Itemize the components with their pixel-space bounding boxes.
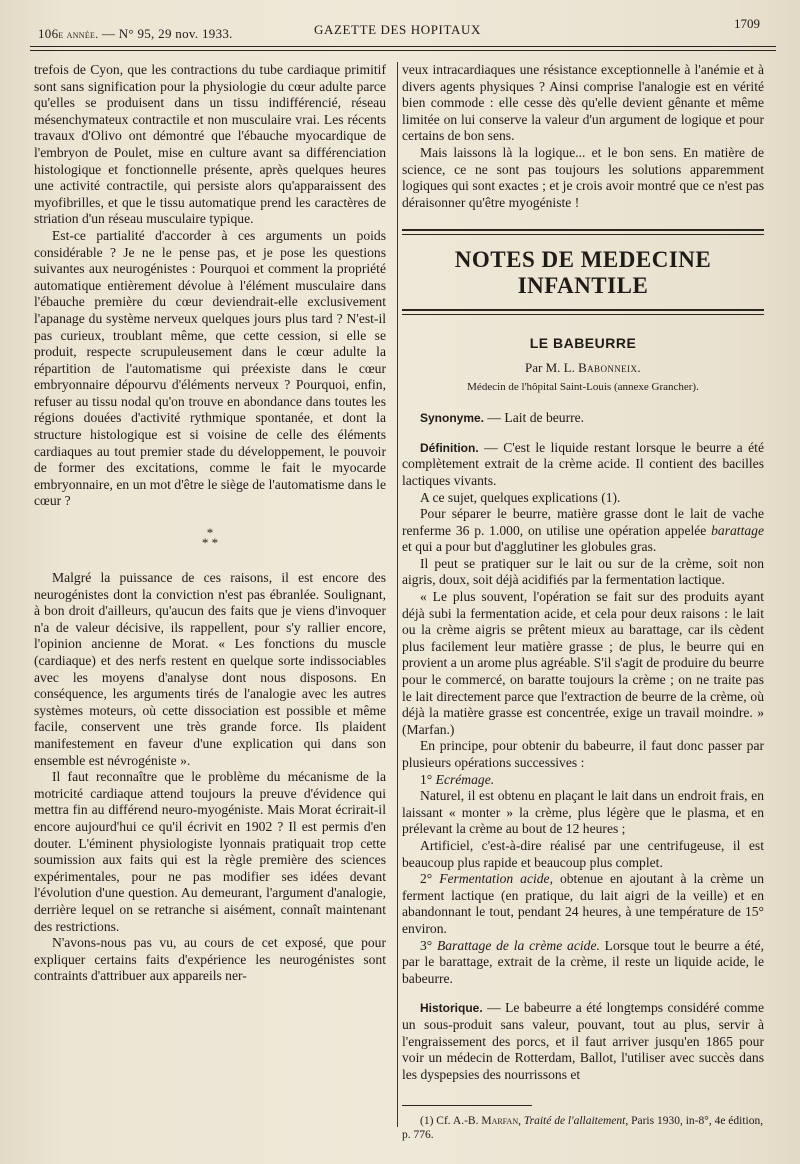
left-paragraph: N'avons-nous pas vu, au cours de cet exposé, que pour expliquer certains faits d'expérience les neurogénistes sont contraints d'attribuer aux appareils ner- <box>34 935 386 984</box>
page-header <box>38 12 778 40</box>
step-3: 3° Barattage de la crème acide. Lorsque tout le beurre a été, par le barattage, extrait de la crème, il reste un liquide acide, le babeurre. <box>402 937 764 986</box>
header-year-suffix: e année. <box>58 29 99 41</box>
footnote-rule <box>402 1105 532 1106</box>
historique-paragraph: Historique. — Le babeurre a été longtemps considéré comme un sous-produit sans valeur, pouvant, tout au plus, servir à l'engraissement des porcs, et il faut arriver jusqu'en 1865 pour voir un médecin de Rotterdam, Ballot, l'utiliser avec succès dans les dyspepsies des nourrissons et <box>402 1000 764 1082</box>
right-paragraph: Il peut se pratiquer sur le lait ou sur de la crème, soit non aigris, doux, soit déjà acidifiés par la fermentation lactique. <box>402 555 764 588</box>
section-rule-bottom <box>402 309 764 315</box>
quote-paragraph: « Le plus souvent, l'opération se fait sur des produits ayant déjà subi la fermentation acide, et cela pour deux raisons : le lait ou la crème aigris se prêtent mieux au barattage, car ils cèdent plus facilement leur matière grasse ; de plus, le beurre qui en provient a un arome plus agréable. S'il s'agit de produire du beurre pour le commercé, on baratte toujours la crème ; on ne traite pas le lait directement parce que l'extraction de beurre de la crème, où déjà la matière grasse est concentrée, exige un travail moindre. » (Marfan.) <box>402 589 764 737</box>
right-paragraph: A ce sujet, quelques explications (1). <box>420 489 621 505</box>
left-paragraph: Est-ce partialité d'accorder à ces arguments un poids considérable ? Je ne le pense pas, et je pose les questions suivantes aux neurogénistes : Pourquoi et comment la propriété automatique entièrement dévolue à l'élément musculaire dans l'ébauche première du cœur deviendrait-elle exclusivement l'apanage du système nerveux quelques jours plus tard ? N'est-il pas curieux, troublant même, que cette cession, si elle se produit, respecte scrupuleusement dans le cœur adulte la répartition de l'automatisme qui préexiste dans le cœur embryonnaire dépourvu d'éléments nerveux ? Pourquoi, enfin, refuser au tissu nodal qu'on trouve en abondance dans toutes les régions douées d'activité rythmique spontanée, et dont la structure histologique est si voisine de celle des éléments cardiaques au tout premier stade du développement, le pouvoir de former des excitations, comme le fait le myocarde embryonnaire, en un mot d'être le siège de l'automatisme dans le cœur ? <box>34 227 386 509</box>
header-issue <box>38 26 233 42</box>
header-year: 106 <box>38 26 59 41</box>
header-issue-number: — N° 95, 29 nov. 1933. <box>101 26 233 41</box>
affiliation: Médecin de l'hôpital Saint-Louis (annexe Grancher). <box>467 380 699 393</box>
footnote: (1) Cf. A.-B. Marfan, Traité de l'allaitement, Paris 1930, in-8°, 4e édition, p. 776. <box>402 1115 764 1142</box>
section-heading-block <box>402 229 764 315</box>
right-paragraph: veux intracardiaques une résistance exceptionnelle à l'anémie et à divers agents physiques ? Ainsi comprise l'analogie est en vérité bien commode : elle cesse dès qu'elle devient gênante et même limitée on lui conserve la valeur d'un argument de logique et pour certains de bon sens. <box>402 62 764 144</box>
byline: Par M. L. Babonneix. <box>524 359 641 375</box>
right-paragraph: Pour séparer le beurre, matière grasse dont le lait de vache renferme 36 p. 1.000, on utilise une opération appelée barattage et qui a pour but d'agglutiner les globules gras. <box>402 506 764 555</box>
definition-paragraph: Définition. — C'est le liquide restant lorsque le beurre a été complètement extrait de la crème acide. Il contient des bacilles lactiques vivants. <box>402 439 764 488</box>
right-paragraph: Artificiel, c'est-à-dire réalisé par une centrifugeuse, il est beaucoup plus rapide et beaucoup plus complet. <box>402 837 764 870</box>
section-separator: * * * <box>201 525 219 551</box>
left-paragraph: Il faut reconnaître que le problème du mécanisme de la motricité cardiaque attend toujours la preuve d'évidence qui mettra fin au différend neuro-myogéniste. Mais Morat écrirait-il encore aujourd'hui ce qu'il écrivit en 1902 ? Il est permis d'en douter. L'éminent physiologiste lyonnais pratiquait trop cette soumission aux faits qui est la règle première des sciences expérimentales, pour ne pas modifier ses idées devant l'évolution d'une question. Au demeurant, l'argument d'analogie, derrière lequel on se retranche si aisément, connaît maintenant des restrictions. <box>34 769 386 934</box>
right-paragraph: En principe, pour obtenir du babeurre, il faut donc passer par plusieurs opérations successives : <box>402 738 764 770</box>
column-divider <box>397 62 398 1127</box>
author-name: Babonneix. <box>578 359 641 375</box>
step-2: 2° Fermentation acide, obtenue en ajoutant à la crème un ferment lactique (en pratique, du lait aigri de la veille) et en abandonnant le tout, pendant 24 heures, à une température de 15° environ. <box>402 871 765 936</box>
page-number: 1709 <box>734 16 760 31</box>
header-rule <box>30 46 776 51</box>
left-paragraph: Malgré la puissance de ces raisons, il est encore des neurogénistes dont la conviction n'est pas ébranlée. Soulignant, à bon droit d'ailleurs, qu'aucun des faits que je viens d'invoquer n'a de valeur décisive, ils rappellent, pour s'y rallier encore, l'opinion ancienne de Morat. « Les fonctions du muscle (cardiaque) et des nerfs restent en quelque sorte indissociables avec les moyens d'analyse dont nous disposons. En conséquence, les arguments tirés de l'analogie avec les autres systèmes moteurs, où cette dissociation est possible et même facile, conservent une très grande force. Ils plaident manifestement en faveur d'une explication qui dans son ensemble est névrogéniste ». <box>34 570 386 768</box>
section-title: NOTES DE MEDECINE INFANTILE <box>454 247 712 299</box>
right-paragraph: Mais laissons là la logique... et le bon sens. En matière de science, ce ne sont pas toujours les solutions apparemment logiques qui sont exactes ; et je crois avoir montré que ce n'est pas déraisonner qu'être myogéniste ! <box>402 144 764 210</box>
step-1: 1° Ecrémage. <box>420 771 495 787</box>
right-paragraph: Naturel, il est obtenu en plaçant le lait dans un endroit frais, en laissant « monter » la crème, plus légère que le plasma, et en prélevant la crème au bout de 12 heures ; <box>402 788 764 837</box>
synonyme-paragraph: Synonyme. — Lait de beurre. <box>420 410 585 426</box>
journal-title: GAZETTE DES HOPITAUX <box>314 22 481 37</box>
article-title: LE BABEURRE <box>529 335 637 352</box>
left-paragraph: trefois de Cyon, que les contractions du tube cardiaque primitif sont sans signification pour la physiologie du cœur adulte parce qu'elles se produisent dans un tissu indifférencié, réseau mésenchymateux contractile et non musculaire vrai. Les récents travaux d'Olivo ont démontré que l'ébauche myocardique de l'embryon de Poulet, mise en culture avant sa différenciation histologique et fonctionnelle présente, après quelques heures une activité contractile, qui persiste alors qu'apparaissent des myofibrilles, et que le tissu automatique prend les caractères de striation d'un réseau musculaire typique. <box>34 62 386 227</box>
right-column <box>402 62 764 1142</box>
left-column <box>34 62 386 985</box>
